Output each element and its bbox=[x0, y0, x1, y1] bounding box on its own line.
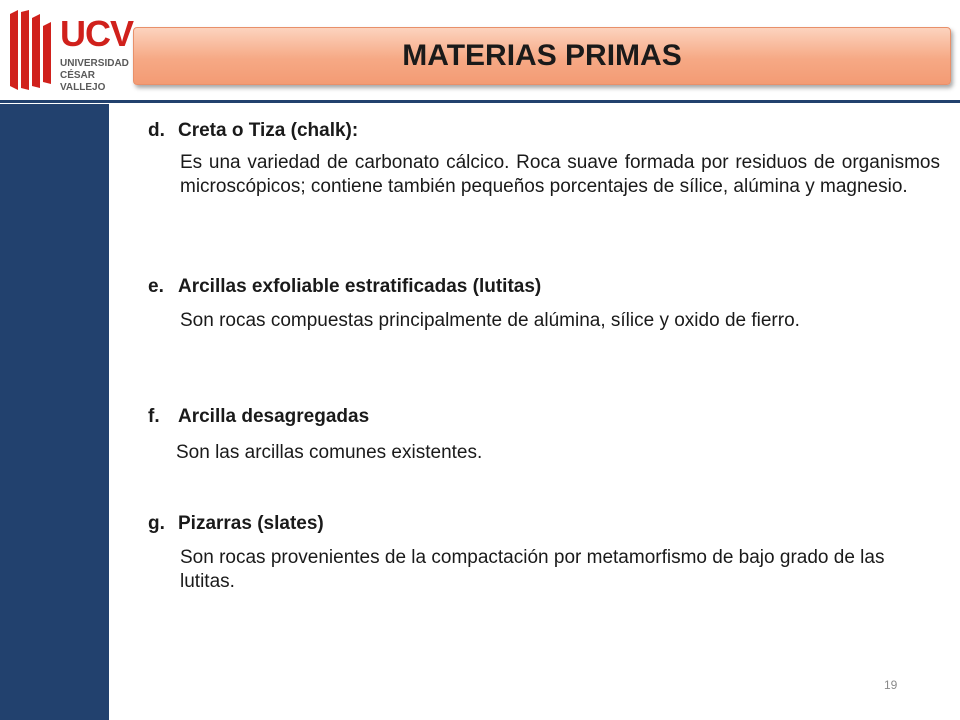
list-marker: f. bbox=[148, 406, 160, 427]
section-paragraph: Son rocas compuestas principalmente de alúmina, sílice y oxido de fierro. bbox=[180, 310, 800, 331]
heading-text: Arcilla desagregadas bbox=[178, 406, 370, 427]
page-number: 19 bbox=[884, 678, 898, 692]
list-marker: g. bbox=[148, 513, 165, 534]
section-paragraph: Son rocas provenientes de la compactación por metamorfismo de bajo grado de las lutitas. bbox=[180, 547, 885, 592]
section-heading bbox=[148, 405, 940, 429]
slide-title: MATERIAS PRIMAS bbox=[402, 39, 682, 72]
section-creta bbox=[148, 119, 940, 199]
section-heading bbox=[148, 119, 940, 143]
section-arcilla-desagregadas bbox=[148, 405, 940, 465]
ucv-emblem-icon bbox=[8, 8, 56, 92]
heading-text: Creta o Tiza (chalk): bbox=[178, 120, 359, 141]
section-heading bbox=[148, 512, 940, 536]
logo-subtitle bbox=[60, 58, 136, 94]
section-heading bbox=[148, 275, 940, 299]
section-paragraph: Es una variedad de carbonato cálcico. Roca suave formada por residuos de organismos microscópicos; contiene también pequeños porcentajes de sílice, alúmina y magnesio. bbox=[180, 152, 940, 197]
section-pizarras bbox=[148, 512, 940, 594]
slide-title-banner bbox=[133, 27, 951, 85]
logo-wordmark: UCV bbox=[60, 13, 134, 54]
header-divider bbox=[0, 100, 960, 103]
heading-text: Pizarras (slates) bbox=[178, 513, 324, 534]
logo-subtitle-line2: CÉSAR VALLEJO bbox=[60, 70, 106, 93]
list-marker: d. bbox=[148, 120, 165, 141]
logo-subtitle-line1: UNIVERSIDAD bbox=[60, 58, 129, 69]
list-marker: e. bbox=[148, 276, 164, 297]
section-arcillas-exfoliable bbox=[148, 275, 940, 333]
left-sidebar-bar bbox=[0, 104, 109, 720]
section-paragraph: Son las arcillas comunes existentes. bbox=[176, 442, 483, 463]
university-logo bbox=[8, 8, 136, 96]
heading-text: Arcillas exfoliable estratificadas (lutitas) bbox=[178, 276, 542, 297]
